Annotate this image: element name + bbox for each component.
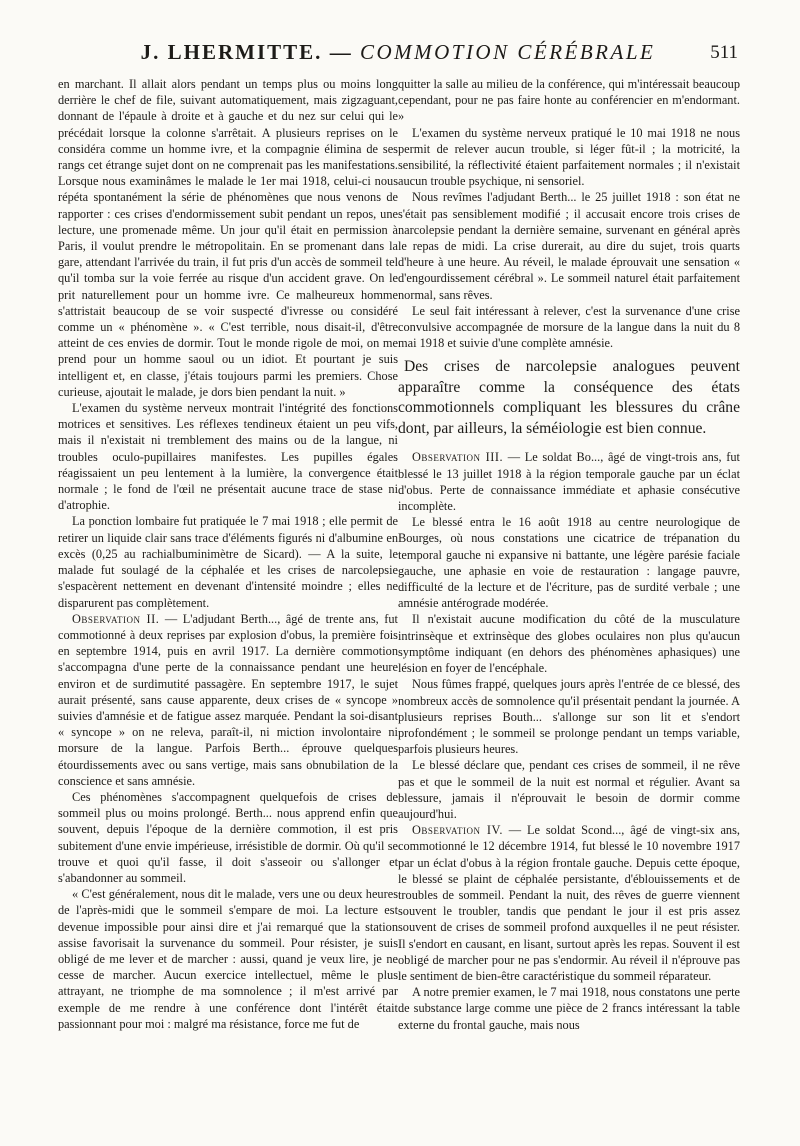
observation-label: Observation IV. [412, 823, 503, 838]
paragraph: quitter la salle au milieu de la conférence, qui m'intéressait beaucoup cependant, pour ne pas faire honte au conférencier en m'endormant. » [398, 77, 740, 124]
paragraph: L'examen du système nerveux pratiqué le 10 mai 1918 ne nous permit de relever aucun trouble, si léger fût-il ; la motricité, la sensibilité, la réflectivité étaient parfaitement normales ; il n'existait aucun trouble psychique, ni sensoriel. [398, 125, 740, 189]
emphasis-paragraph: Des crises de narcolepsie analogues peuvent apparaître comme la conséquence des états commotionnels compliquant les blessures du crâne dont, par ailleurs, la séméiologie est bien connue. [398, 358, 740, 437]
observation-paragraph [58, 611, 398, 789]
observation-paragraph [398, 822, 740, 984]
paragraph: en marchant. Il allait alors pendant un temps plus ou moins long derrière le chef de file, suivant automatiquement, mais zigzaguant, donnant de l'épaule à droite et à gauche et du nez sur celui qui le précédait lorsque la colonne s'arrêtait. A plusieurs reprises on le considéra comme un homme ivre, et la compagnie élimina de ses rangs cet étrange sujet dont on ne comprenait pas les manifestations. Lorsque nous examinâmes le malade le 1er mai 1918, celui-ci nous répéta spontanément la série de phénomènes que nous venons de rapporter : ces crises d'endormissement subit pendant un repos, une lecture, une promenade même. Un jour qu'il était en permission à Paris, il voulut prendre le métropolitain. En se promenant dans la gare, attendant l'arrivée du train, il fut pris d'un accès de sommeil tel qu'il tomba sur la voie ferrée au risque d'un accident grave. On le prit naturellement pour un homme ivre. Ce malheureux homme s'attristait beaucoup de se voir suspecté d'ivresse ou considéré comme un « phénomène ». « C'est terrible, nous disait-il, d'être atteint de ces envies de dormir. Tout le monde rigole de moi, on me prend pour un homme saoul ou un idiot. Et pourtant je suis intelligent et, en classe, j'étais toujours parmi les premiers. Chose curieuse, ajoutait le malade, je dors bien pendant la nuit. » [58, 77, 398, 399]
paragraph: Nous revîmes l'adjudant Berth... le 25 juillet 1918 : son état ne s'était pas sensiblement modifié ; il accusait encore trois crises de narcolepsie pendant la dernière semaine, survenant en général après le repas de midi. La crise durerait, au dire du sujet, trois quarts d'heure à une heure. Au réveil, le malade éprouvait une sensation « d'engourdissement cérébral ». Le sommeil naturel était parfaitement normal, sans rêves. [398, 190, 740, 302]
header-subject: COMMOTION CÉRÉBRALE [359, 40, 656, 64]
right-column [398, 76, 740, 1033]
paragraph: Le seul fait intéressant à relever, c'est la survenance d'une crise convulsive accompagnée de morsure de la langue dans la nuit du 8 mai 1918 et suivie d'une complète amnésie. [398, 303, 740, 351]
running-title [58, 40, 738, 65]
paragraph: Le blessé déclare que, pendant ces crises de sommeil, il ne rêve pas et que le sommeil de la nuit est normal et régulier. Avant sa blessure, jamais il n'éprouvait le besoin de dormir comme aujourd'hui. [398, 758, 740, 821]
paragraph: L'examen du système nerveux montrait l'intégrité des fonctions motrices et sensitives. Les réflexes tendineux étaient un peu vifs, mais il n'existait ni tremblement des mains ou de la langue, ni troubles oculo-pupillaires manifestes. Les pupilles égales réagissaient un peu lentement à la lumière, la convergence était normale ; le fond de l'œil ne présentait aucune trace de stase ni d'atrophie. [58, 401, 398, 513]
paragraph: Nous fûmes frappé, quelques jours après l'entrée de ce blessé, des nombreux accès de somnolence qu'il présentait pendant la journée. A plusieurs reprises Bouth... s'allonge sur son lit et s'endort profondément ; le sommeil se prolonge pendant un temps variable, parfois plusieurs heures. [398, 677, 740, 757]
paragraph: « C'est généralement, nous dit le malade, vers une ou deux heures de l'après-midi que le sommeil s'empare de moi. La lecture est devenue impossible pour ainsi dire et j'ai remarqué que la station assise favorisait la survenance du sommeil. Pour résister, je suis obligé de me lever et de marcher : aussi, quand je veux lire, je ne cesse de marcher. Aucun exercice intellectuel, même le plus attrayant, ne triomphe de ma somnolence ; il m'est arrivé par exemple de me rendre à une conférence dont l'intérêt était passionnant pour moi : malgré ma résistance, force me fut de [58, 887, 398, 1031]
header-author: J. LHERMITTE. [140, 40, 323, 64]
paragraph: A notre premier examen, le 7 mai 1918, nous constatons une perte de substance large comme une pièce de 2 francs intéressant la table externe du frontal gauche, mais nous [398, 985, 740, 1032]
left-column [58, 76, 398, 1032]
observation-paragraph [398, 449, 740, 514]
paragraph: Le blessé entra le 16 août 1918 au centre neurologique de Bourges, où nous constations une cicatrice de trépanation du temporal gauche ni expansive ni battante, une légère parésie faciale gauche, une aphasie en voie de restauration : langage pauvre, difficulté de la lecture et de l'écriture, pas de surdité verbale ; une amnésie antérograde modérée. [398, 515, 740, 611]
page-number: 511 [710, 42, 738, 63]
header-dash: — [322, 40, 360, 64]
paragraph: La ponction lombaire fut pratiquée le 7 mai 1918 ; elle permit de retirer un liquide clair sans trace d'éléments figurés ni d'albumine en excès (0,25 au rachialbuminimètre de Sicard). — A la suite, le malade fut soulagé de la céphalée et les crises de narcolepsie s'espacèrent nettement en devenant d'intensité moindre ; elles ne disparurent pas complètement. [58, 514, 398, 610]
observation-text: — Le soldat Bo..., âgé de vingt-trois ans, fut blessé le 13 juillet 1918 à la région temporale gauche par un éclat d'obus. Perte de connaissance immédiate et aphasie consécutive incomplète. [398, 450, 740, 514]
observation-label: Observation II. [72, 611, 160, 626]
observation-label: Observation III. [412, 450, 504, 465]
observation-text: — Le soldat Scond..., âgé de vingt-six ans, commotionné le 12 décembre 1914, fut blessé le 10 novembre 1917 par un éclat d'obus à la région frontale gauche. Depuis cette époque, le blessé se plaint de céphalée persistante, d'éblouissements et de troubles de sommeil. Pendant la nuit, des rêves de guerre viennent souvent le troubler, tandis que pendant le jour il est pris assez souvent de crises de sommeil profond auxquelles il ne peut résister. Il s'endort en causant, en lisant, surtout après les repas. Souvent il est obligé de marcher pour ne pas s'endormir. Au réveil il n'éprouve pas le sentiment de bien-être caractéristique du sommeil réparateur. [398, 823, 740, 983]
running-header [58, 40, 738, 70]
paragraph: Il n'existait aucune modification du côté de la musculature intrinsèque et extrinsèque des globes oculaires non plus qu'aucun symptôme indiquant (en dehors des phénomènes aphasiques) une lésion en foyer de l'encéphale. [398, 612, 740, 676]
observation-text: — L'adjudant Berth..., âgé de trente ans, fut commotionné à deux reprises par explosion d'obus, la première fois en septembre 1914, puis en avril 1917. La dernière commotion s'accompagna d'une perte de la connaissance pendant une heure environ et de surdimutité passagère. En septembre 1917, le sujet aurait présenté, sans cause apparente, deux crises de « syncope » suivies d'amnésie et de fatigue assez marquée. Pendant la soi-disant « syncope » on ne releva, paraît-il, ni miction involontaire ni morsure de la langue. Parfois Berth... éprouve quelques étourdissements avec ou sans vertige, mais sans obnubilation de la conscience et sans amnésie. [58, 611, 398, 788]
paragraph: Ces phénomènes s'accompagnent quelquefois de crises de sommeil plus ou moins prolongé. Berth... nous apprend enfin que souvent, depuis l'époque de la dernière commotion, il est pris subitement d'une envie impérieuse, irrésistible de dormir. Où qu'il se trouve et quoi qu'il fasse, il doit s'asseoir ou s'allonger et s'abandonner au sommeil. [58, 789, 398, 885]
